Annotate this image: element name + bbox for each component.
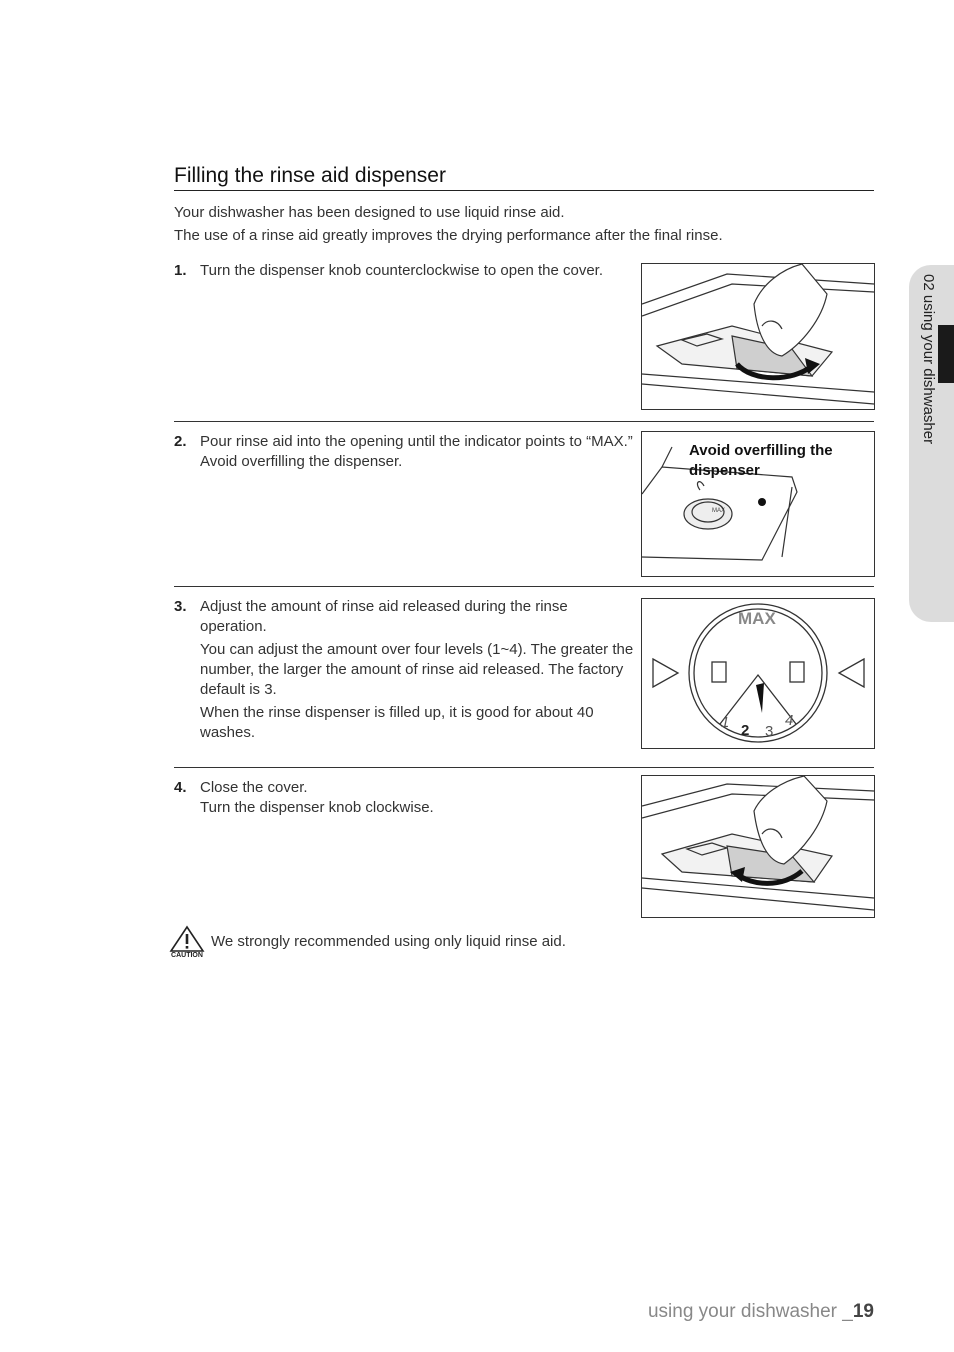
divider [174, 586, 874, 587]
step-text: Turn the dispenser knob clockwise. [200, 799, 434, 816]
divider [174, 767, 874, 768]
step-number: 3. [174, 598, 187, 615]
intro-text [174, 201, 874, 247]
page-footer [648, 1301, 874, 1323]
page-number: 19 [852, 1301, 874, 1322]
warning-triangle-icon [169, 925, 205, 953]
figure-label: Avoid overfilling the dispenser [689, 442, 833, 479]
step-text: Turn the dispenser knob counterclockwise to open the cover. [200, 262, 604, 279]
step-number: 2. [174, 433, 187, 450]
figure-fill-dispenser [641, 431, 875, 577]
figure-close-dispenser [641, 775, 875, 918]
dial-level-4: 4 [785, 712, 794, 729]
caution-block [169, 925, 209, 958]
step-text: You can adjust the amount over four levels (1~4). The greater the number, the larger the amount of rinse aid released. The factory default is 3. [200, 641, 634, 698]
arrow-left-icon [839, 659, 864, 687]
footer-text: using your dishwasher _ [647, 1301, 853, 1322]
chapter-tab-marker [938, 325, 954, 383]
step-1 [174, 261, 634, 284]
caution-label: CAUTION [171, 952, 203, 959]
level-indicator-needle [756, 683, 764, 713]
dial-level-3: 3 [765, 723, 774, 740]
dial-level-1: 1 [721, 714, 730, 731]
step-number: 1. [174, 262, 187, 279]
step-3 [174, 597, 634, 746]
dispenser-open-illustration [642, 264, 874, 409]
caution-text: We strongly recommended using only liquid rinse aid. [211, 933, 566, 950]
arrow-right-icon [653, 659, 678, 687]
rinse-level-dial [642, 599, 874, 748]
figure-dial [641, 598, 875, 749]
step-4 [174, 778, 634, 818]
step-text: When the rinse dispenser is filled up, it is good for about 40 washes. [200, 704, 594, 741]
figure-open-dispenser [641, 263, 875, 410]
dial-max-mark: MAX [712, 508, 726, 514]
section-title: Filling the rinse aid dispenser [174, 164, 874, 191]
step-number: 4. [174, 779, 187, 796]
step-text: Adjust the amount of rinse aid released during the rinse operation. [200, 598, 568, 635]
step-text: Close the cover. [200, 779, 308, 796]
step-2 [174, 432, 634, 475]
step-text: Pour rinse aid into the opening until the indicator points to “MAX.” Avoid overfilling the dispenser. [200, 433, 633, 470]
chapter-tab-label: 02 using your dishwasher [920, 274, 937, 445]
intro-line-1: Your dishwasher has been designed to use liquid rinse aid. [174, 204, 565, 221]
intro-line-2: The use of a rinse aid greatly improves the drying performance after the final rinse. [174, 227, 723, 244]
dial-level-2: 2 [741, 722, 750, 739]
divider [174, 421, 874, 422]
dispenser-close-illustration [642, 776, 874, 917]
dial-max-label: MAX [738, 609, 776, 628]
